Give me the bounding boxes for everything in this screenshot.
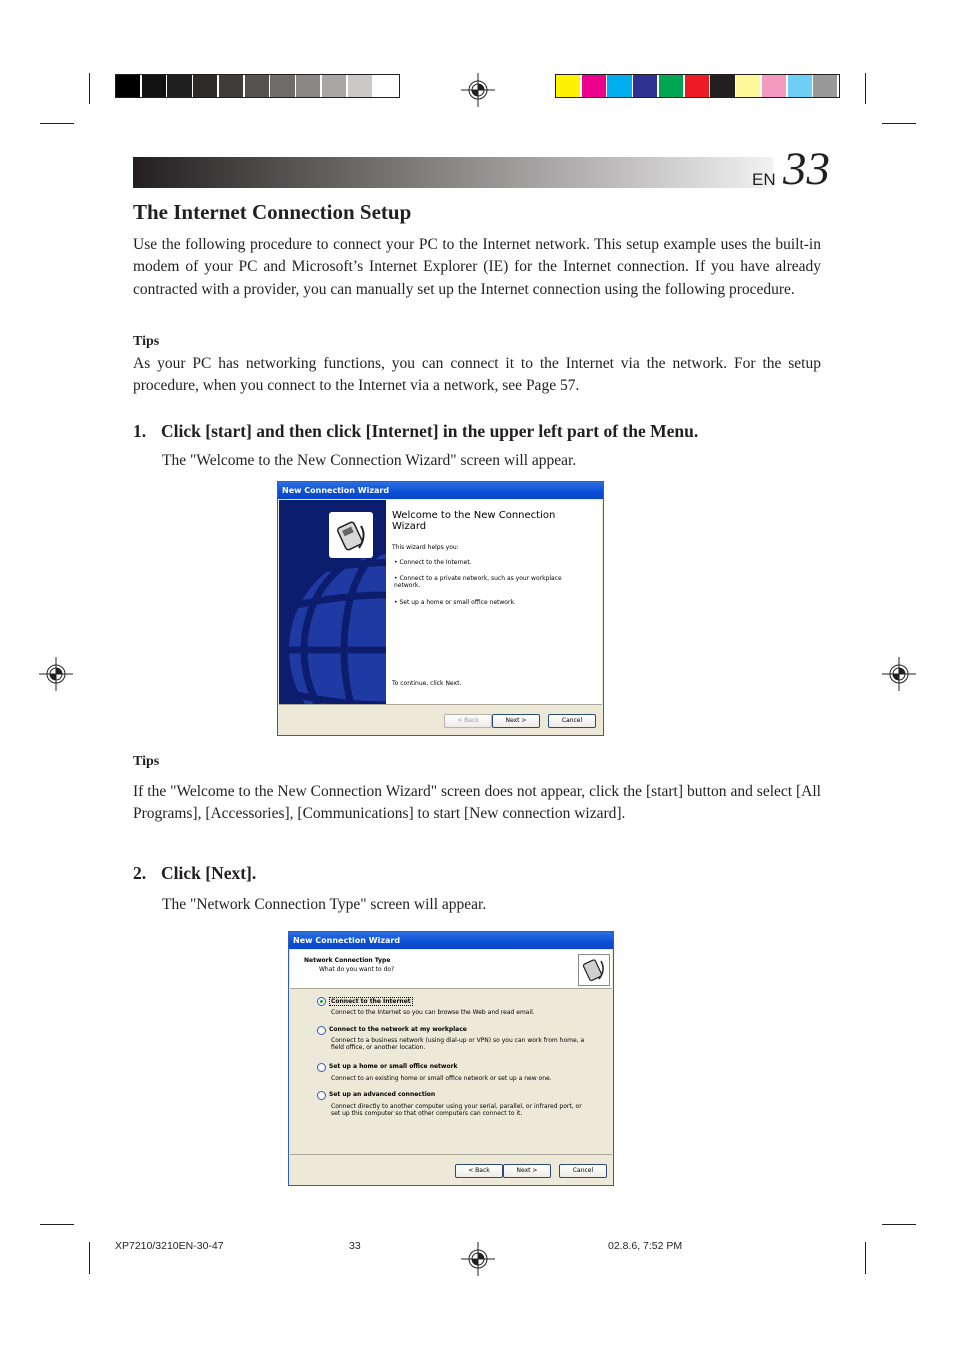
back-button-2[interactable]: < Back xyxy=(455,1164,503,1178)
wizard-helps-text: This wizard helps you: xyxy=(392,544,459,551)
window-title: New Connection Wizard xyxy=(278,482,603,499)
intro-paragraph: Use the following procedure to connect your PC to the Internet network. This setup example uses the built-in modem of your PC and Microsoft’s Internet Explorer (IE) for the Internet connection. If you have already contracted with a provider, you can manually set up the Internet connection using the following procedure. xyxy=(133,236,821,298)
section-title: The Internet Connection Setup xyxy=(133,200,412,224)
radio-home-network[interactable] xyxy=(317,1063,326,1072)
wizard-continue-text: To continue, click Next. xyxy=(392,680,462,687)
tips-heading-2: Tips xyxy=(133,754,160,769)
modem-icon xyxy=(579,955,609,985)
registration-mark-top xyxy=(461,73,495,107)
cancel-button-2[interactable]: Cancel xyxy=(559,1164,607,1178)
color-swatch xyxy=(167,75,191,97)
bullet-icon: • xyxy=(394,559,398,566)
page-number-label: EN xyxy=(752,170,776,189)
button-divider-2 xyxy=(290,1154,612,1155)
footer-left: XP7210/3210EN-30-47 xyxy=(115,1240,224,1252)
color-swatch xyxy=(813,75,837,97)
modem-icon xyxy=(335,516,369,554)
radio-advanced-connection[interactable] xyxy=(317,1091,326,1100)
color-swatch xyxy=(322,75,346,97)
radio-selected-dot xyxy=(320,1000,323,1003)
tips-text: As your PC has networking functions, you can connect it to the Internet via the network. For the setup procedure, when you connect to the Internet via a network, see Page 57. xyxy=(133,355,821,395)
option-4-label: Set up an advanced connection xyxy=(329,1091,436,1098)
header-gradient-bar xyxy=(133,157,773,188)
next-button[interactable]: Next > xyxy=(492,714,540,728)
option-2-label: Connect to the network at my workplace xyxy=(329,1026,467,1033)
footer-right: 02.8.6, 7:52 PM xyxy=(608,1240,683,1252)
step-2-number: 2. xyxy=(133,863,147,883)
step-2-title: Click [Next]. xyxy=(161,863,257,883)
radio-connect-workplace[interactable] xyxy=(317,1026,326,1035)
color-swatch xyxy=(582,75,606,97)
wizard-bullet-3 xyxy=(394,599,584,606)
registration-mark-left xyxy=(39,657,73,691)
color-swatch xyxy=(710,75,734,97)
window-title-2: New Connection Wizard xyxy=(289,932,613,949)
wizard-heading: Welcome to the New Connection Wizard xyxy=(392,510,556,532)
tips-heading: Tips xyxy=(133,334,160,349)
color-swatch xyxy=(762,75,786,97)
globe-graphic xyxy=(279,500,386,704)
button-divider xyxy=(279,704,602,705)
option-2-desc: Connect to a business network (using dial-up or VPN) so you can work from home, a field office, or another location. xyxy=(331,1037,585,1051)
color-swatch xyxy=(142,75,166,97)
color-swatch xyxy=(659,75,683,97)
color-swatch xyxy=(556,75,580,97)
page-number: 33 xyxy=(783,143,830,195)
color-swatch xyxy=(270,75,294,97)
next-button-2[interactable]: Next > xyxy=(503,1164,551,1178)
registration-mark-right xyxy=(882,657,916,691)
color-bar xyxy=(555,74,840,98)
grayscale-bar xyxy=(115,74,400,98)
header-title: Network Connection Type xyxy=(304,957,391,964)
option-4-desc: Connect directly to another computer using your serial, parallel, or infrared port, or set up this computer so that other computers can connect to it. xyxy=(331,1103,582,1117)
color-swatch xyxy=(193,75,217,97)
option-1-label: Connect to the Internet xyxy=(331,998,411,1005)
bullet-text: Connect to the Internet. xyxy=(399,559,472,566)
color-swatch xyxy=(607,75,631,97)
bullet-icon: • xyxy=(394,575,398,582)
back-button[interactable]: < Back xyxy=(444,714,492,728)
footer-center: 33 xyxy=(349,1240,361,1252)
step-1-number: 1. xyxy=(133,421,147,441)
bullet-text: Set up a home or small office network. xyxy=(399,599,516,606)
color-swatch xyxy=(633,75,657,97)
step-1-title: Click [start] and then click [Internet] in the upper left part of the Menu. xyxy=(161,421,699,441)
option-3-desc: Connect to an existing home or small office network or set up a new one. xyxy=(331,1075,552,1082)
option-3-label: Set up a home or small office network xyxy=(329,1063,458,1070)
bullet-text: Connect to a private network, such as your workplace network. xyxy=(394,575,562,589)
cancel-button[interactable]: Cancel xyxy=(548,714,596,728)
network-type-screenshot xyxy=(288,931,614,1186)
wizard-bullet-1 xyxy=(394,559,584,566)
color-swatch xyxy=(348,75,372,97)
welcome-wizard-screenshot xyxy=(277,481,604,736)
bullet-icon: • xyxy=(394,599,398,606)
step-1-note: The "Welcome to the New Connection Wizard" screen will appear. xyxy=(162,452,577,469)
registration-mark-bottom xyxy=(461,1242,495,1276)
color-swatch xyxy=(296,75,320,97)
color-swatch xyxy=(373,75,397,97)
color-swatch xyxy=(736,75,760,97)
step-2-note: The "Network Connection Type" screen will appear. xyxy=(162,896,487,913)
option-1-desc: Connect to the Internet so you can browse the Web and read email. xyxy=(331,1009,535,1016)
color-swatch xyxy=(219,75,243,97)
color-swatch xyxy=(685,75,709,97)
wizard-side-panel xyxy=(279,500,386,704)
modem-icon-small xyxy=(578,954,610,986)
color-swatch xyxy=(116,75,140,97)
radio-connect-internet[interactable] xyxy=(317,997,326,1006)
color-swatch xyxy=(788,75,812,97)
header-subtitle: What do you want to do? xyxy=(319,966,395,973)
wizard-bullet-2 xyxy=(394,575,574,589)
tips-text-2: If the "Welcome to the New Connection Wizard" screen does not appear, click the [start] button and select [All Programs], [Accessories], [Communications] to start [New connection wizard]. xyxy=(133,783,821,823)
color-swatch xyxy=(245,75,269,97)
